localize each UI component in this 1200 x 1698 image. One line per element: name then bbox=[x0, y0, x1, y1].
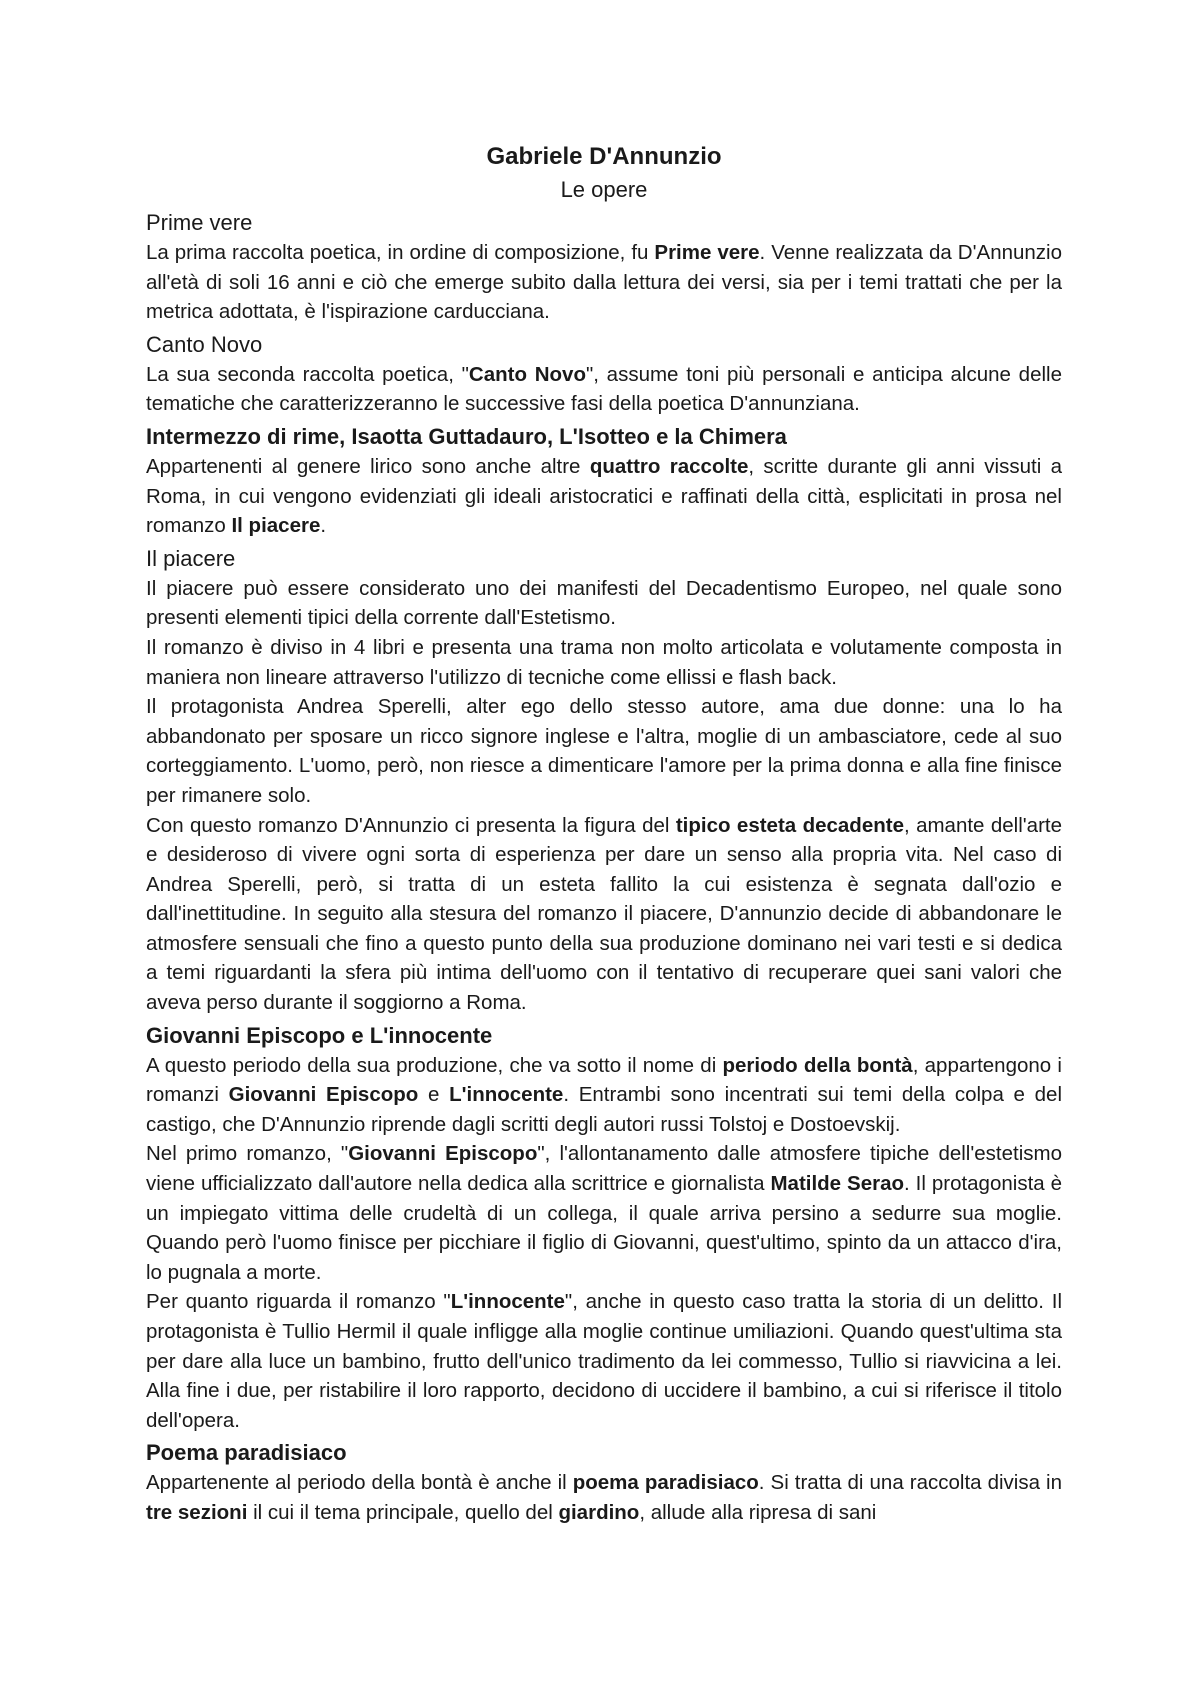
bold-text: L'innocente bbox=[450, 1290, 565, 1314]
text-run: Per quanto riguarda il romanzo " bbox=[146, 1290, 451, 1314]
text-run: il cui il tema principale, quello del bbox=[247, 1500, 559, 1524]
text-run: Con questo romanzo D'Annunzio ci presenta la figura del bbox=[146, 813, 676, 837]
bold-text: quattro raccolte bbox=[589, 454, 749, 478]
text-run: Nel primo romanzo, " bbox=[146, 1142, 349, 1166]
section bbox=[146, 543, 1062, 1018]
bold-text: Prime vere bbox=[654, 241, 760, 264]
section bbox=[146, 207, 1062, 327]
text-run: , scritte durante gli anni vissuti a Roma, in cui vengono evidenziati gli ideali aristocratici e raffinati della città, esplicitati in prosa nel romanzo bbox=[146, 454, 1062, 538]
bold-text: Canto Novo bbox=[468, 362, 586, 386]
paragraph bbox=[146, 633, 1062, 692]
section bbox=[146, 1020, 1062, 1436]
text-run: Appartenente al periodo della bontà è anche il bbox=[146, 1471, 573, 1495]
paragraph bbox=[146, 692, 1062, 810]
bold-text: L'innocente bbox=[449, 1083, 564, 1107]
paragraph bbox=[146, 1468, 1062, 1527]
text-run: ", assume toni più personali e anticipa alcune delle tematiche che caratterizzeranno le successive fasi della poetica D'annunziana. bbox=[146, 362, 1062, 416]
document-title: Gabriele D'Annunzio bbox=[486, 143, 722, 170]
document-subtitle: Le opere bbox=[560, 177, 648, 202]
bold-text: tre sezioni bbox=[146, 1500, 248, 1524]
bold-text: periodo della bontà bbox=[722, 1053, 913, 1077]
text-run: ", l'allontanamento dalle atmosfere tipiche dell'estetismo viene ufficializzato dall'autore nella dedica alla scrittrice e giornalista bbox=[146, 1142, 1063, 1196]
document-page bbox=[146, 140, 1062, 1528]
paragraph bbox=[146, 238, 1062, 327]
bold-text: Giovanni Episcopo bbox=[348, 1142, 538, 1166]
text-run: . bbox=[320, 514, 327, 538]
paragraph bbox=[146, 574, 1062, 633]
paragraph bbox=[146, 811, 1062, 1018]
text-run: La prima raccolta poetica, in ordine di composizione, fu bbox=[146, 241, 655, 264]
text-run: Il protagonista Andrea Sperelli, alter ego dello stesso autore, ama due donne: una lo ha abbandonato per sposare un ricco signore inglese e l'altra, moglie di un ambasciatore, cede al suo corteggiamento. L'uomo, però, non riesce a dimenticare l'amore per la prima donna e alla fine finisce per rimanere solo. bbox=[146, 695, 1062, 807]
section-heading: Giovanni Episcopo e L'innocente bbox=[146, 1022, 493, 1048]
text-run: Il romanzo è diviso in 4 libri e presenta una trama non molto articolata e volutamente composta in maniera non lineare attraverso l'utilizzo di tecniche come ellissi e flash back. bbox=[146, 635, 1062, 689]
text-run: Il piacere può essere considerato uno dei manifesti del Decadentismo Europeo, nel quale sono presenti elementi tipici della corrente dall'Estetismo. bbox=[146, 576, 1062, 630]
paragraph bbox=[146, 1287, 1062, 1435]
text-run: Appartenenti al genere lirico sono anche altre bbox=[146, 454, 590, 478]
text-run: e bbox=[418, 1083, 450, 1107]
bold-text: poema paradisiaco bbox=[572, 1471, 759, 1495]
text-run: , appartengono i romanzi bbox=[146, 1053, 1062, 1107]
text-run: . Entrambi sono incentrati sui temi della colpa e del castigo, che D'Annunzio riprende dagli scritti degli autori russi Tolstoj e Dostoevskij. bbox=[146, 1083, 1063, 1136]
section-heading: Il piacere bbox=[146, 545, 236, 571]
text-run: La sua seconda raccolta poetica, " bbox=[146, 362, 469, 386]
bold-text: Il piacere bbox=[231, 514, 321, 538]
text-run: . Si tratta di una raccolta divisa in bbox=[758, 1471, 1062, 1495]
text-run: ", anche in questo caso tratta la storia di un delitto. Il protagonista è Tullio Hermil il quale infligge alla moglie continue umiliazioni. Quando quest'ultima sta per dare alla luce un bambino, frutto dell'unico tradimento da lei commesso, Tullio si riavvicina a lei. Alla fine i due, per ristabilire il loro rapporto, decidono di uccidere il bambino, a cui si riferisce il titolo dell'opera. bbox=[146, 1290, 1062, 1432]
section-heading: Canto Novo bbox=[146, 331, 263, 357]
bold-text: Giovanni Episcopo bbox=[228, 1083, 419, 1107]
bold-text: tipico esteta decadente bbox=[675, 813, 904, 837]
bold-text: Matilde Serao bbox=[770, 1172, 905, 1196]
paragraph bbox=[146, 1139, 1062, 1287]
section bbox=[146, 1437, 1062, 1527]
paragraph bbox=[146, 360, 1062, 419]
paragraph bbox=[146, 1051, 1062, 1140]
text-run: , allude alla ripresa di sani bbox=[639, 1500, 877, 1524]
document-body bbox=[146, 207, 1062, 1528]
section-heading: Intermezzo di rime, Isaotta Guttadauro, L'Isotteo e la Chimera bbox=[146, 423, 787, 449]
paragraph bbox=[146, 452, 1062, 541]
text-run: . Il protagonista è un impiegato vittima delle crudeltà di un collega, il quale arriva persino a sedurre sua moglie. Quando però l'uomo finisce per picchiare il figlio di Giovanni, quest'ultimo, spinto da un attacco d'ira, lo pugnala a morte. bbox=[146, 1172, 1063, 1284]
text-run: A questo periodo della sua produzione, che va sotto il nome di bbox=[146, 1053, 723, 1077]
section bbox=[146, 421, 1062, 541]
section-heading: Prime vere bbox=[146, 210, 253, 235]
bold-text: giardino bbox=[558, 1500, 640, 1524]
section bbox=[146, 329, 1062, 419]
text-run: , amante dell'arte e desideroso di vivere ogni sorta di esperienza per dare un senso alla propria vita. Nel caso di Andrea Sperelli, però, si tratta di un esteta fallito la cui esistenza è segnata dall'ozio e dall'inettitudine. In seguito alla stesura del romanzo il piacere, D'annunzio decide di abbandonare le atmosfere sensuali che fino a questo punto della sua produzione dominano nei vari testi e si dedica a temi riguardanti la sfera più intima dell'uomo con il tentativo di recuperare quei sani valori che aveva perso durante il soggiorno a Roma. bbox=[146, 813, 1062, 1015]
section-heading: Poema paradisiaco bbox=[146, 1440, 347, 1466]
text-run: . Venne realizzata da D'Annunzio all'età di soli 16 anni e ciò che emerge subito dalla lettura dei versi, sia per i temi trattati che per la metrica adottata, è l'ispirazione carducciana. bbox=[146, 241, 1063, 324]
